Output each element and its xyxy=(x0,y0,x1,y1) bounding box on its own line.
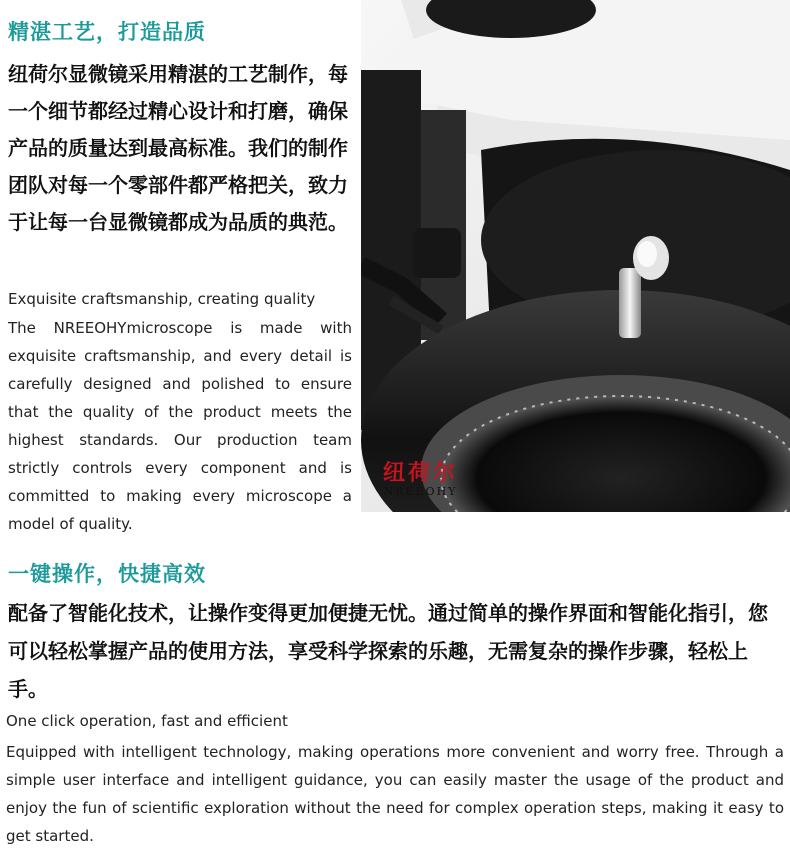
microscope-photo xyxy=(361,0,790,512)
section-title-craftsmanship: 精湛工艺，打造品质 xyxy=(8,20,206,44)
microscope-illustration xyxy=(361,0,790,512)
craftsmanship-body-zh: 纽荷尔显微镜采用精湛的工艺制作，每一个细节都经过精心设计和打磨，确保产品的质量达到最高标准。我们的制作团队对每一个零部件都严格把关，致力于让每一台显微镜都成为品质的典范。 xyxy=(8,62,348,234)
brand-logo xyxy=(383,456,458,498)
one-click-title-en: One click operation, fast and efficient xyxy=(6,712,288,730)
brand-name-en: NREEOHY xyxy=(383,485,458,498)
craftsmanship-title-en: Exquisite craftsmanship, creating quality xyxy=(8,290,316,308)
one-click-body-zh: 配备了智能化技术，让操作变得更加便捷无忧。通过简单的操作界面和智能化指引，您可以轻松掌握产品的使用方法，享受科学探索的乐趣，无需复杂的操作步骤，轻松上手。 xyxy=(8,601,768,701)
brand-name-zh: 纽荷尔 xyxy=(383,460,459,486)
craftsmanship-body-en: The NREEOHYmicroscope is made with exquisite craftsmanship, and every detail is carefully designed and polished to ensure that the quality of the product meets the highest standards. Our production team strictly controls every component and is committed to making every microscope a model of quality. xyxy=(8,319,352,533)
one-click-body-en: Equipped with intelligent technology, making operations more convenient and worry free. Through a simple user interface and intelligent guidance, you can easily master the usage of the product and enjoy the fun of scientific exploration without the need for complex operation steps, making it easy to get started. xyxy=(6,743,784,845)
section-title-one-click: 一键操作，快捷高效 xyxy=(8,562,206,586)
